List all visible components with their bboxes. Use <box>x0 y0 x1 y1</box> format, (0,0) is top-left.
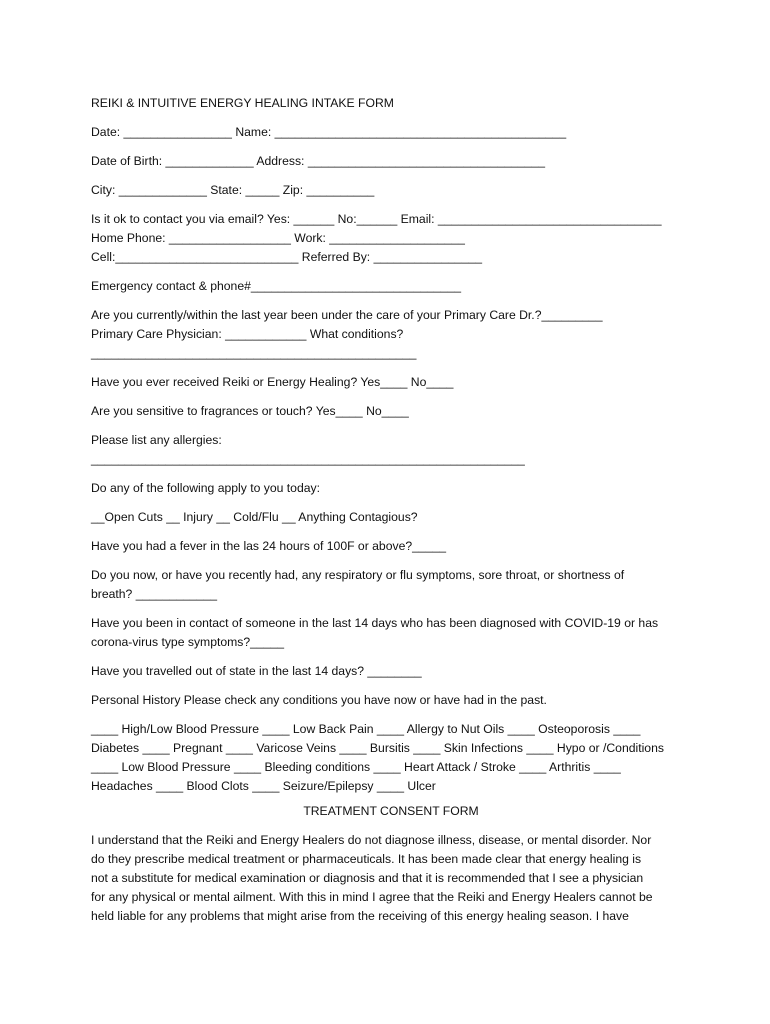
primary-care-question[interactable]: Are you currently/within the last year been under the care of your Primary Care Dr.?_________ <box>91 308 603 322</box>
covid-contact-question-line2[interactable]: corona-virus type symptoms?_____ <box>91 635 285 649</box>
history-conditions-line[interactable]: ____ High/Low Blood Pressure ____ Low Back Pain ____ Allergy to Nut Oils ____ Osteoporosis ____ <box>91 722 641 736</box>
travel-question[interactable]: Have you travelled out of state in the last 14 days? ________ <box>91 664 422 678</box>
dob-address-field[interactable]: Date of Birth: _____________ Address: ___________________________________ <box>91 154 546 168</box>
form-content <box>91 94 691 926</box>
emergency-contact-field[interactable]: Emergency contact & phone#_______________________________ <box>91 279 462 293</box>
covid-contact-question-line1: Have you been in contact of someone in the last 14 days who has been diagnosed with COVID-19 or has <box>91 616 659 630</box>
consent-paragraph-line: held liable for any problems that might arise from the receiving of this energy healing season. I have <box>91 909 629 923</box>
fever-question[interactable]: Have you had a fever in the las 24 hours of 100F or above?_____ <box>91 539 447 553</box>
email-contact-field[interactable]: Is it ok to contact you via email? Yes: ______ No:______ Email: _________________________________ <box>91 212 662 226</box>
history-conditions-line[interactable]: Headaches ____ Blood Clots ____ Seizure/Epilepsy ____ Ulcer <box>91 779 436 793</box>
sensitivity-question[interactable]: Are you sensitive to fragrances or touch? Yes____ No____ <box>91 404 409 418</box>
consent-form-title: TREATMENT CONSENT FORM <box>303 804 479 818</box>
consent-paragraph-line: I understand that the Reiki and Energy Healers do not diagnose illness, disease, or mental disorder. Nor <box>91 833 652 847</box>
apply-today-label: Do any of the following apply to you today: <box>91 481 320 495</box>
respiratory-question-line2[interactable]: breath? ____________ <box>91 587 218 601</box>
primary-care-physician-field[interactable]: Primary Care Physician: ____________ What conditions? <box>91 327 404 341</box>
apply-today-options[interactable]: __Open Cuts __ Injury __ Cold/Flu __ Anything Contagious? <box>91 510 418 524</box>
date-name-field[interactable]: Date: ________________ Name: ___________________________________________ <box>91 125 567 139</box>
consent-paragraph-line: do they prescribe medical treatment or pharmaceuticals. It has been made clear that energy healing is <box>91 852 642 866</box>
city-state-zip-field[interactable]: City: _____________ State: _____ Zip: __________ <box>91 183 375 197</box>
history-conditions-line[interactable]: Diabetes ____ Pregnant ____ Varicose Veins ____ Bursitis ____ Skin Infections ____ Hypo or /Conditions <box>91 741 664 755</box>
cell-referred-field[interactable]: Cell:___________________________ Referred By: ________________ <box>91 250 483 264</box>
consent-paragraph-line: for any physical or mental ailment. With this in mind I agree that the Reiki and Energy Healers cannot be <box>91 890 653 904</box>
conditions-blank[interactable]: ________________________________________________ <box>91 346 417 360</box>
form-title: REIKI & INTUITIVE ENERGY HEALING INTAKE FORM <box>91 96 394 110</box>
reiki-experience-question[interactable]: Have you ever received Reiki or Energy Healing? Yes____ No____ <box>91 375 454 389</box>
history-conditions-line[interactable]: ____ Low Blood Pressure ____ Bleeding conditions ____ Heart Attack / Stroke ____ Arthritis ____ <box>91 760 621 774</box>
allergies-blank[interactable]: ________________________________________________________________ <box>91 452 525 466</box>
allergies-label: Please list any allergies: <box>91 433 222 447</box>
respiratory-question-line1: Do you now, or have you recently had, any respiratory or flu symptoms, sore throat, or shortness of <box>91 568 625 582</box>
personal-history-label: Personal History Please check any conditions you have now or have had in the past. <box>91 693 547 707</box>
consent-paragraph-line: not a substitute for medical examination or diagnosis and that it is recommended that I see a physician <box>91 871 644 885</box>
phone-work-field[interactable]: Home Phone: __________________ Work: ____________________ <box>91 231 465 245</box>
